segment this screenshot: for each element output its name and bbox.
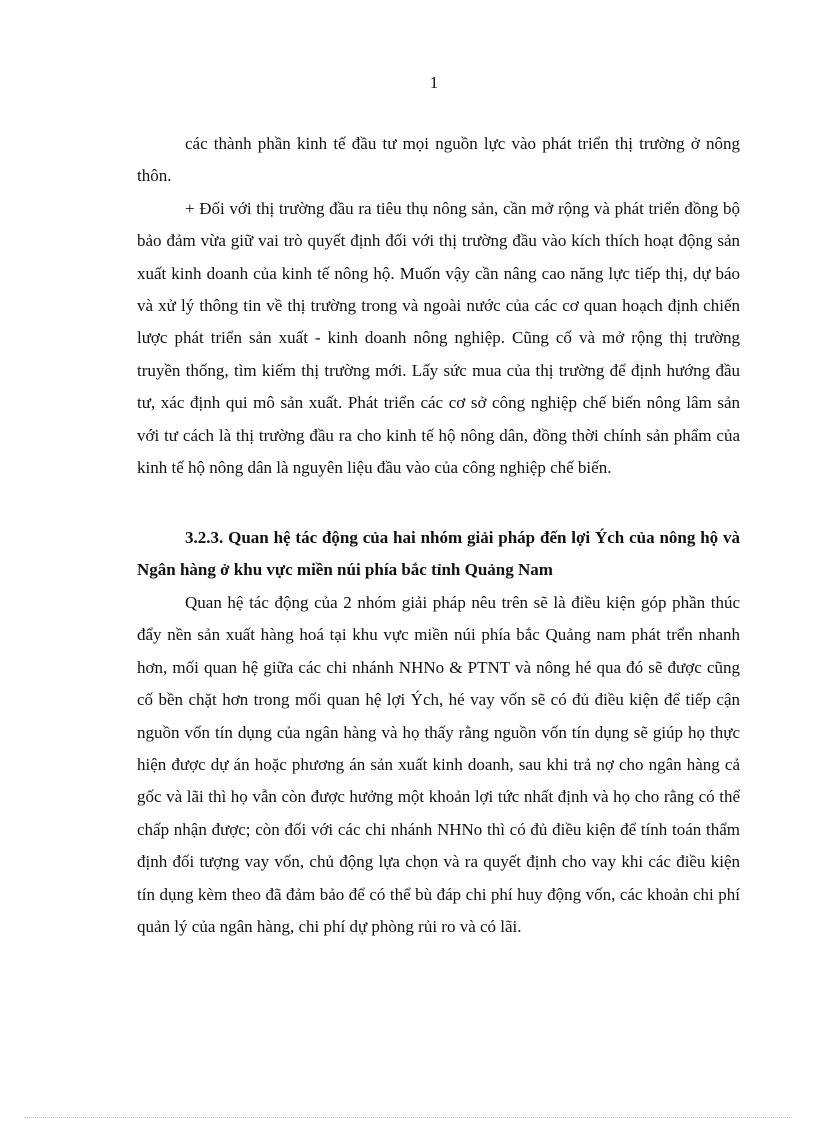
paragraph-continuation: các thành phần kinh tế đầu tư mọi nguồn lực vào phát triển thị trường ở nông thôn. <box>137 134 740 186</box>
section-market-development <box>137 128 740 484</box>
footer-divider <box>24 1117 792 1118</box>
page-number: 1 <box>429 73 439 92</box>
paragraph-output-market: + Đối với thị trường đầu ra tiêu thụ nông sản, cần mở rộng và phát triển đồng bộ bảo đảm vừa giữ vai trò quyết định đối với thị trường đầu vào kích thích hoạt động sản xuất kinh doanh của kinh tế nông hộ. Muốn vậy cần nâng cao năng lực tiếp thị, dự báo và xử lý thông tin về thị trường trong và ngoài nước của các cơ quan hoạch định chiến lược phát triển sản xuất - kinh doanh nông nghiệp. Cũng cố và mở rộng thị trường truyền thống, tìm kiếm thị trường mới. Lấy sức mua của thị trường để định hướng đầu tư, xác định qui mô sản xuất. Phát triển các cơ sở công nghiệp chế biến nông lâm sản với tư cách là thị trường đầu ra cho kinh tế hộ nông dân, đồng thời chính sản phẩm của kinh tế hộ nông dân là nguyên liệu đầu vào của công nghiệp chế biến. <box>137 198 740 478</box>
section-impact-relationship <box>137 587 740 943</box>
section-heading-3-2-3: 3.2.3. Quan hệ tác động của hai nhóm giải pháp đến lợi Ých của nông hộ và Ngân hàng ở khu vực miền núi phía bắc tỉnh Quảng Nam <box>137 528 740 579</box>
paragraph-impact-relationship: Quan hệ tác động của 2 nhóm giải pháp nêu trên sẽ là điều kiện góp phần thúc đẩy nền sản xuất hàng hoá tại khu vực miền núi phía bắc Quảng nam phát trển nhanh hơn, mối quan hệ giữa các chi nhánh NHNo & PTNT và nông hé qua đó sẽ được cũng cố bền chặt hơn trong mối quan hệ lợi Ých, hé vay vốn sẽ có đủ điều kiện để tiếp cận nguồn vốn tín dụng của ngân hàng và họ thấy rằng nguồn vốn tín dụng sẽ giúp họ thực hiện được dự án hoặc phương án sản xuất kinh doanh, sau khi trả nợ cho ngân hàng cả gốc và lãi thì họ vẫn còn được hưởng một khoản lợi tức nhất định và họ cho rằng có thể chấp nhận được; còn đối với các chi nhánh NHNo thì có đủ điều kiện để tính toán thẩm định đối tượng vay vốn, chủ động lựa chọn và ra quyết định cho vay khi các điều kiện tín dụng kèm theo đã đảm bảo để có thể bù đáp chi phí huy động vốn, các khoản chi phí quản lý của ngân hàng, chi phí dự phòng rủi ro và có lãi. <box>137 593 740 937</box>
